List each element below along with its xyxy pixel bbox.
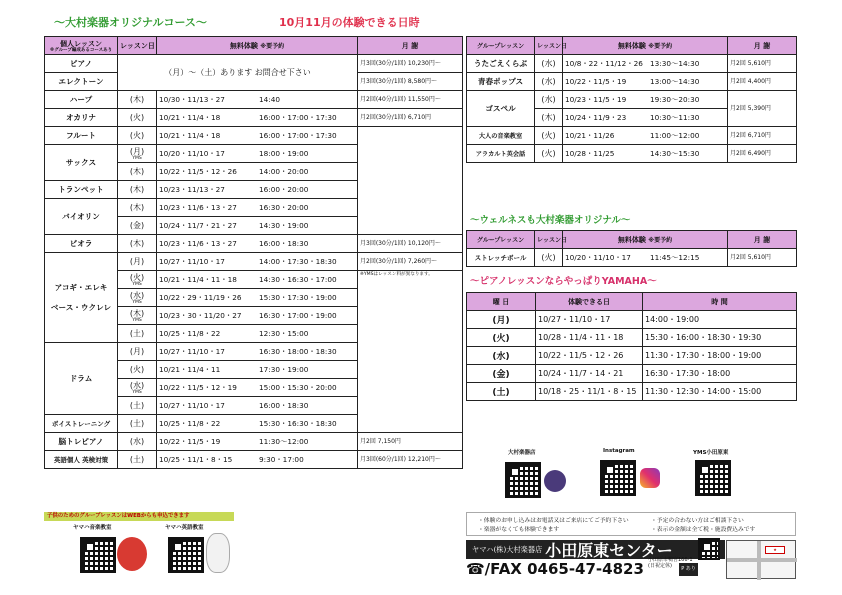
- lesson-day: (土): [118, 325, 157, 343]
- trial-slot: 10/21・11/4・11・18 14:30・16:30・17:00: [157, 271, 358, 289]
- qr-label-yms: YMS小田原東: [693, 450, 729, 456]
- lesson-day: (土): [118, 451, 157, 469]
- trial-time: 14:00・19:00: [643, 311, 797, 329]
- month-title: 10月11月の体験できる日時: [279, 16, 420, 29]
- lesson-day: (木): [118, 235, 157, 253]
- trial-slot: 10/20・11/10・17 18:00・19:00: [157, 145, 358, 163]
- fee: 月3回(30分/1回) 10,230円～: [358, 55, 463, 73]
- header-fee: 月 謝: [728, 37, 797, 55]
- parking-badge: P あり: [679, 563, 698, 576]
- lesson-day: (火): [535, 249, 563, 267]
- table-row: [467, 383, 797, 401]
- qr-label-yamaha-music: ヤマハ音楽教室: [73, 525, 112, 531]
- trial-slot: 10/25・11/8・22 12:30・15:00: [157, 325, 358, 343]
- table-row: [45, 127, 463, 145]
- course-name: バイオリン: [45, 199, 118, 235]
- lesson-day: (月): [118, 253, 157, 271]
- lesson-day: (木): [118, 91, 157, 109]
- trial-dates: 10/24・11/7・14・21: [536, 365, 643, 383]
- yamaha-english-qr-code[interactable]: [168, 537, 204, 573]
- course-name: アラカルト英会話: [467, 145, 535, 163]
- trial-slot: 10/8・22・11/12・26 13:30～14:30: [563, 55, 728, 73]
- rabbit-mascot-icon: [206, 533, 230, 573]
- header-course: グループレッスン: [467, 231, 535, 249]
- shop-address: 小田原市鴨宮166-1 (日祝定休): [648, 557, 693, 569]
- table-row: [467, 347, 797, 365]
- table-row: [45, 253, 463, 271]
- piano-electone-note: （月）～（土）あります お問合せ下さい: [118, 55, 358, 91]
- header-course: 個人レッスン ※グループ編成あるコースあり: [45, 37, 118, 55]
- info-line: ・楽器がなくても体験できます: [478, 527, 560, 533]
- qr-label-yamaha-english: ヤマハ英語教室: [165, 525, 204, 531]
- table-row: [45, 55, 463, 73]
- table-row: [467, 329, 797, 347]
- lesson-day: (土): [467, 383, 536, 401]
- course-name: ハープ: [45, 91, 118, 109]
- dealer-name: ヤマハ(株)大村楽器店: [472, 545, 543, 554]
- wellness-title: ～ウェルネスも大村楽器オリジナル～: [470, 215, 631, 226]
- table-row: [467, 311, 797, 329]
- trial-slot: 10/22・11/5・12・26 14:00・20:00: [157, 163, 358, 181]
- trial-slot: 10/24・11/7・21・27 14:30・19:00: [157, 217, 358, 235]
- course-name: 青春ポップス: [467, 73, 535, 91]
- lesson-day: (金): [118, 217, 157, 235]
- trial-slot: 10/24・11/9・23 10:30～11:30: [563, 109, 728, 127]
- private-lesson-table: [44, 36, 463, 469]
- qr-label-omura: 大村楽器店: [508, 450, 536, 456]
- course-name: エレクトーン: [45, 73, 118, 91]
- access-map: [726, 540, 796, 579]
- fee: 月2回 6,710円: [728, 127, 797, 145]
- trial-slot: 10/28・11/25 14:30～15:30: [563, 145, 728, 163]
- course-name: ゴスペル: [467, 91, 535, 127]
- lesson-day: (火): [118, 109, 157, 127]
- course-name: アコギ・エレキ ベース・ウクレレ: [45, 253, 118, 343]
- lesson-day: (土): [118, 415, 157, 433]
- lesson-day: (土): [118, 397, 157, 415]
- table-row: [467, 249, 797, 267]
- shop-qr-code[interactable]: [698, 538, 720, 560]
- info-line: ・表示の金額は全て税・施設費込みです: [651, 527, 756, 533]
- trial-slot: 10/25・11/8・22 15:30・16:30・18:30: [157, 415, 358, 433]
- course-name: トランペット: [45, 181, 118, 199]
- fee: 月3回(30分/1回) 10,120円～: [358, 235, 463, 253]
- trial-slot: 10/27・11/10・17 16:30・18:00・18:30: [157, 343, 358, 361]
- header-day: 曜 日: [467, 293, 536, 311]
- lesson-day: (水) YMS: [118, 289, 157, 307]
- header-course: グループレッスン: [467, 37, 535, 55]
- lesson-day: (火) YMS: [118, 271, 157, 289]
- trial-slot: 10/27・11/10・17 14:00・17:30・18:30: [157, 253, 358, 271]
- trial-slot: 10/27・11/10・17 16:00・18:30: [157, 397, 358, 415]
- map-marker-icon: ★: [765, 546, 785, 554]
- course-name: ビオラ: [45, 235, 118, 253]
- lesson-day: (水): [535, 55, 563, 73]
- lesson-day: (月): [118, 343, 157, 361]
- course-name: オカリナ: [45, 109, 118, 127]
- yamaha-music-qr-code[interactable]: [80, 537, 116, 573]
- table-header: [45, 37, 463, 55]
- trial-slot: 10/23・11/6・13・27 16:30・20:00: [157, 199, 358, 217]
- trial-slot: 10/22・11/5・19 11:30～12:00: [157, 433, 358, 451]
- lesson-day: (水) YMS: [118, 379, 157, 397]
- table-header: [467, 293, 797, 311]
- instagram-icon: [640, 468, 660, 488]
- table-row: [45, 235, 463, 253]
- fee: 月2回(40分/1回) 11,550円～: [358, 91, 463, 109]
- trial-slot: 10/21・11/4・11 17:30・19:00: [157, 361, 358, 379]
- fee-blank: [358, 127, 463, 235]
- lesson-day: (火): [467, 329, 536, 347]
- fee: 月2回 6,490円: [728, 145, 797, 163]
- fee: 月2回 5,390円: [728, 91, 797, 127]
- group-lesson-table: [466, 36, 797, 163]
- trial-slot: 10/21・11/26 11:00～12:00: [563, 127, 728, 145]
- fee: 月2回(30分/1回) 6,710円: [358, 109, 463, 127]
- lesson-day: (水): [467, 347, 536, 365]
- info-line: ・体験のお申し込みはお電話又はご来店にてご予約下さい: [478, 518, 629, 524]
- header-dates: 体験できる日: [536, 293, 643, 311]
- fee: 月2回 4,400円: [728, 73, 797, 91]
- table-row: [467, 127, 797, 145]
- course-name: ストレッチボール: [467, 249, 535, 267]
- trial-slot: 10/21・11/4・18 16:00・17:00・17:30: [157, 127, 358, 145]
- yms-qr-code[interactable]: [695, 460, 731, 496]
- trial-slot: 10/23・11/13・27 16:00・20:00: [157, 181, 358, 199]
- header-trial: 無料体験 ※要予約: [157, 37, 358, 55]
- course-name: ボイストレーニング: [45, 415, 118, 433]
- header-trial: 無料体験 ※要予約: [563, 231, 728, 249]
- table-header: [467, 37, 797, 55]
- table-row: [45, 91, 463, 109]
- course-name: ドラム: [45, 343, 118, 415]
- table-row: [45, 433, 463, 451]
- trial-slot: 10/23・30・11/20・27 16:30・17:00・19:00: [157, 307, 358, 325]
- trial-dates: 10/28・11/4・11・18: [536, 329, 643, 347]
- header-fee: 月 謝: [728, 231, 797, 249]
- trial-slot: 10/22・11/5・19 13:00～14:30: [563, 73, 728, 91]
- shop-name: 小田原東センター: [545, 540, 673, 560]
- trial-time: 15:30・16:00・18:30・19:30: [643, 329, 797, 347]
- trial-slot: 10/21・11/4・18 16:00・17:00・17:30: [157, 109, 358, 127]
- trial-slot: 10/30・11/13・27 14:40: [157, 91, 358, 109]
- qr-label-instagram: Instagram: [603, 448, 635, 454]
- lesson-day: (水): [118, 433, 157, 451]
- table-row: [467, 55, 797, 73]
- header-day: レッスン日: [535, 231, 563, 249]
- table-row: [467, 73, 797, 91]
- fee: 月2回(30分/1回) 7,260円～: [358, 253, 463, 271]
- table-row: [467, 145, 797, 163]
- trial-slot: 10/22・11/5・12・19 15:00・15:30・20:00: [157, 379, 358, 397]
- trial-time: 16:30・17:30・18:00: [643, 365, 797, 383]
- lesson-day: (月): [467, 311, 536, 329]
- course-name: 大人の音楽教室: [467, 127, 535, 145]
- header-day: レッスン日: [118, 37, 157, 55]
- fee: 月2回 7,150円: [358, 433, 463, 451]
- lesson-day: (火): [118, 361, 157, 379]
- lesson-day: (金): [467, 365, 536, 383]
- table-header: [467, 231, 797, 249]
- instagram-qr-code[interactable]: [600, 460, 636, 496]
- table-row: [45, 109, 463, 127]
- lesson-day: (木): [535, 109, 563, 127]
- lesson-day: (木): [118, 181, 157, 199]
- fee: 月3回(30分/1回) 8,580円～: [358, 73, 463, 91]
- course-name: ピアノ: [45, 55, 118, 73]
- fee: 月2回 5,610円: [728, 55, 797, 73]
- header-day: レッスン日: [535, 37, 563, 55]
- header-trial: 無料体験 ※要予約: [563, 37, 728, 55]
- lesson-day: (火): [118, 127, 157, 145]
- trial-dates: 10/18・25・11/1・8・15: [536, 383, 643, 401]
- course-name: 英語個人 英検対策: [45, 451, 118, 469]
- trial-dates: 10/22・11/5・12・26: [536, 347, 643, 365]
- lesson-day: (月) YMS: [118, 145, 157, 163]
- info-line: ・予定の合わない方はご相談下さい: [651, 518, 744, 524]
- trial-slot: 10/22・29・11/19・26 15:30・17:30・19:00: [157, 289, 358, 307]
- trial-slot: 10/20・11/10・17 11:45～12:15: [563, 249, 728, 267]
- trial-slot: 10/23・11/6・13・27 16:00・18:30: [157, 235, 358, 253]
- lesson-day: (火): [535, 127, 563, 145]
- course-name: サックス: [45, 145, 118, 181]
- lesson-day: (木): [118, 199, 157, 217]
- yms-note: ※YMSはレッスン料が異なります。: [358, 271, 463, 433]
- header-time: 時 間: [643, 293, 797, 311]
- trial-dates: 10/27・11/10・17: [536, 311, 643, 329]
- fee: 月3回(60分/1回) 12,210円～: [358, 451, 463, 469]
- fee: 月2回 5,610円: [728, 249, 797, 267]
- lesson-day: (水): [535, 73, 563, 91]
- course-name: フルート: [45, 127, 118, 145]
- trial-slot: 10/25・11/1・8・15 9:30・17:00: [157, 451, 358, 469]
- course-name: うたごえくらぶ: [467, 55, 535, 73]
- wellness-table: [466, 230, 797, 267]
- yamaha-piano-table: [466, 292, 797, 401]
- kids-web-banner: 子供のためのグループレッスンはWEBからも申込できます: [44, 512, 234, 521]
- lesson-day: (水): [535, 91, 563, 109]
- lesson-day: (木): [118, 163, 157, 181]
- lesson-day: (火): [535, 145, 563, 163]
- trial-slot: 10/23・11/5・19 19:30～20:30: [563, 91, 728, 109]
- omura-qr-code[interactable]: [505, 462, 541, 498]
- trial-time: 11:30・12:30・14:00・15:00: [643, 383, 797, 401]
- header-fee: 月 謝: [358, 37, 463, 55]
- yamaha-title: ～ピアノレッスンならやっぱりYAMAHA～: [470, 276, 657, 287]
- trial-time: 11:30・17:30・18:00・19:00: [643, 347, 797, 365]
- apple-mascot-icon: [117, 537, 147, 571]
- table-row: [467, 365, 797, 383]
- course-name: 脳トレピアノ: [45, 433, 118, 451]
- left-section-title: ～大村楽器オリジナルコース～: [54, 16, 207, 29]
- table-row: [45, 451, 463, 469]
- lesson-day: (木) YMS: [118, 307, 157, 325]
- phone-fax[interactable]: ☎/FAX 0465-47-4823: [466, 560, 644, 578]
- table-row: [467, 91, 797, 109]
- omura-logo-icon: [544, 470, 566, 492]
